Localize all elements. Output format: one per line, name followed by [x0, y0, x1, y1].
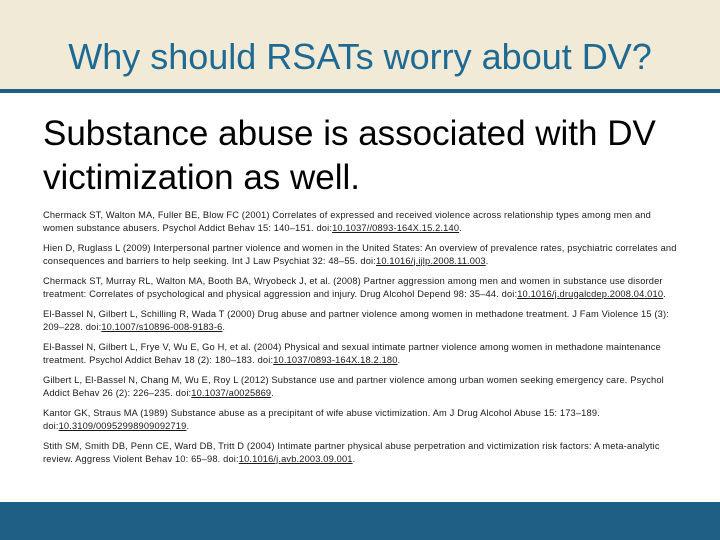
slide-title: Why should RSATs worry about DV?: [68, 36, 652, 77]
reference-item: [43, 440, 683, 465]
reference-text: Kantor GK, Straus MA (1989) Substance abuse as a precipitant of wife abuse victimization. Am J Drug Alcohol Abuse 15: 173–189. doi:: [43, 408, 600, 431]
page-number: 4: [672, 483, 678, 494]
reference-text: Chermack ST, Murray RL, Walton MA, Booth BA, Wryobeck J, et al. (2008) Partner aggression among men and women in substance use disorder treatment: Correlates of psychological and physical aggression and injury. Drug Alcohol Depend 98: 35–44. doi:: [43, 276, 663, 299]
doi-link[interactable]: 10.3109/00952998909092719: [58, 420, 187, 431]
doi-link[interactable]: 10.1016/j.ijlp.2008.11.003: [376, 255, 486, 266]
doi-link[interactable]: 10.1016/j.drugalcdep.2008.04.010: [517, 288, 664, 299]
reference-tail: .: [663, 288, 666, 299]
reference-item: [43, 308, 683, 333]
reference-text: El-Bassel N, Gilbert L, Frye V, Wu E, Go H, et al. (2004) Physical and sexual intimate partner violence among women in methadone maintenance treatment. Psychol Addict Behav 18 (2): 180–183. doi:: [43, 342, 661, 365]
reference-item: [43, 374, 683, 399]
reference-item: [43, 407, 683, 432]
reference-tail: .: [222, 321, 226, 332]
reference-text: Gilbert L, El-Bassel N, Chang M, Wu E, Roy L (2012) Substance use and partner violence among urban women seeking emergency care. Psychol Addict Behav 26 (2): 226–235. doi:: [43, 375, 664, 398]
reference-item: [43, 242, 683, 267]
reference-tail: .: [397, 354, 401, 365]
doi-link[interactable]: 10.1016/j.avb.2003.09.001: [238, 453, 353, 464]
doi-link[interactable]: 10.1037/a0025869: [191, 387, 272, 398]
reference-text: El-Bassel N, Gilbert L, Schilling R, Wada T (2000) Drug abuse and partner violence among women in methadone treatment. J Fam Violence 15 (3): 209–228. doi:: [43, 309, 669, 332]
reference-text: Chermack ST, Walton MA, Fuller BE, Blow FC (2001) Correlates of expressed and received violence across relationship types among men and women substance abusers. Psychol Addict Behav 15: 140–151. doi:: [43, 210, 651, 233]
reference-item: [43, 341, 683, 366]
slide-heading: Substance abuse is associated with DV victimization as well.: [43, 114, 656, 197]
reference-tail: .: [271, 387, 274, 398]
reference-tail: .: [485, 255, 489, 266]
doi-link[interactable]: 10.1037//0893-164X.15.2.140: [332, 222, 460, 233]
reference-item: [43, 275, 683, 300]
reference-tail: .: [459, 222, 462, 233]
doi-link[interactable]: 10.1037/0893-164X.18.2.180: [273, 354, 398, 365]
reference-text: Stith SM, Smith DB, Penn CE, Ward DB, Tritt D (2004) Intimate partner physical abuse perpetration and victimization risk factors: A meta-analytic review. Aggress Violent Behav 10: 65–98. doi:: [43, 441, 660, 464]
reference-item: [43, 209, 683, 234]
reference-tail: .: [186, 420, 190, 431]
footer-bar: [0, 502, 720, 540]
reference-tail: .: [352, 453, 356, 464]
doi-link[interactable]: 10.1007/s10896-008-9183-6: [101, 321, 223, 332]
reference-text: Hien D, Ruglass L (2009) Interpersonal partner violence and women in the United States: An overview of prevalence rates, psychiatric correlates and consequences and barriers to help seeking. Int J Law Psychiat 32: 48–55. doi:: [43, 243, 677, 266]
reference-list: [43, 209, 683, 473]
